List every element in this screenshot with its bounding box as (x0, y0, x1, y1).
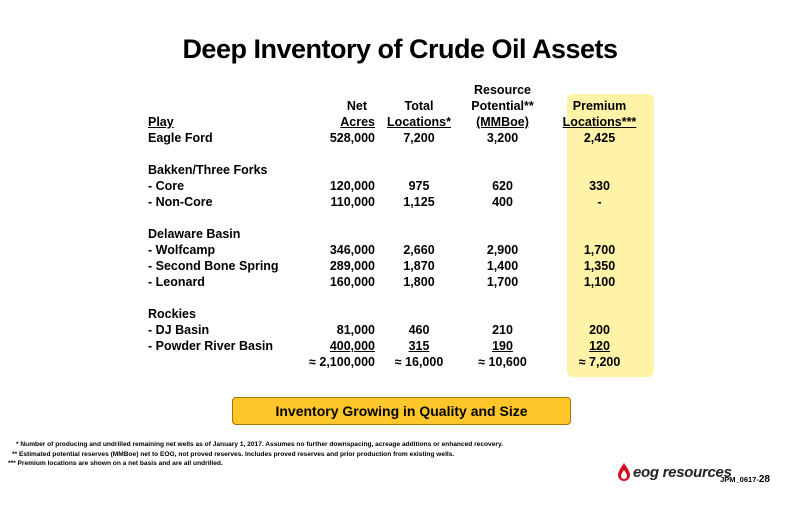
net-acres: 81,000 (336, 323, 375, 337)
page-number: 28 (758, 474, 770, 485)
play-name: Eagle Ford (148, 131, 213, 145)
premium-locations: 120 (589, 339, 610, 353)
logo-text: eog resources (633, 463, 732, 481)
header-resource-l3: (MMBoe) (476, 115, 529, 129)
footnote-2: ** Estimated potential reserves (MMBoe) net to EOG, not proved reserves. Includes proved reserves and prior production from existing wells. (12, 450, 455, 458)
premium-locations: 1,100 (583, 275, 616, 289)
table-row (140, 274, 653, 290)
play-name: - Powder River Basin (148, 339, 274, 353)
section-header: Bakken/Three Forks (148, 163, 268, 177)
section-header: Rockies (148, 307, 196, 321)
footnotes (8, 440, 503, 469)
resource-potential: 190 (492, 339, 513, 353)
header-net-l2: Acres (340, 115, 375, 129)
resource-potential: 2,900 (486, 243, 519, 257)
flame-icon (617, 462, 631, 482)
eog-logo (617, 462, 732, 482)
header-resource-l1: Resource (474, 83, 531, 97)
table-row (140, 338, 653, 354)
premium-locations: 330 (589, 179, 610, 193)
net-acres: 346,000 (329, 243, 375, 257)
section-header-row (140, 226, 653, 242)
premium-locations: 1,700 (583, 243, 616, 257)
totals-row (140, 354, 653, 370)
premium-locations: 200 (589, 323, 610, 337)
table-row (140, 258, 653, 274)
total-locations: 1,125 (403, 195, 435, 209)
total-resource-potential: ≈ 10,600 (478, 355, 527, 369)
resource-potential: 1,400 (486, 259, 519, 273)
total-locations: 7,200 (403, 131, 435, 145)
header-premium-l1: Premium (572, 99, 627, 113)
header-row-2 (140, 98, 653, 114)
slide-code (720, 474, 770, 485)
header-premium-l2: Locations*** (562, 115, 637, 129)
resource-potential: 620 (492, 179, 513, 193)
play-name: - Wolfcamp (148, 243, 216, 257)
total-locations: 460 (408, 323, 430, 337)
table-row (140, 194, 653, 210)
net-acres: 120,000 (329, 179, 375, 193)
play-name: - Non-Core (148, 195, 213, 209)
play-name: - Core (148, 179, 185, 193)
total-premium-locations: ≈ 7,200 (578, 355, 621, 369)
play-name: - DJ Basin (148, 323, 210, 337)
play-name: - Leonard (148, 275, 205, 289)
header-row-3 (140, 114, 653, 130)
premium-locations: 1,350 (583, 259, 616, 273)
net-acres: 110,000 (330, 195, 375, 209)
resource-potential: 3,200 (486, 131, 519, 145)
total-locations: 1,800 (403, 275, 435, 289)
resource-potential: 210 (492, 323, 513, 337)
table-row (140, 242, 653, 258)
premium-locations: - (597, 195, 602, 209)
net-acres: 400,000 (329, 339, 375, 353)
header-row-1 (140, 82, 653, 98)
header-resource-l2: Potential** (471, 99, 534, 113)
header-total-l2: Locations* (387, 115, 451, 129)
resource-potential: 400 (492, 195, 513, 209)
resource-potential: 1,700 (486, 275, 519, 289)
footer-code: JPM_0617- (720, 475, 759, 484)
summary-banner: Inventory Growing in Quality and Size (232, 397, 571, 425)
footnote-3: *** Premium locations are shown on a net basis and are all undrilled. (8, 460, 223, 467)
section-header-row (140, 306, 653, 322)
net-acres: 289,000 (329, 259, 375, 273)
table-row (140, 178, 653, 194)
net-acres: 528,000 (329, 131, 375, 145)
total-locations: 315 (408, 339, 430, 353)
total-locations: 975 (408, 179, 430, 193)
header-net-l1: Net (346, 99, 367, 113)
total-net-acres: ≈ 2,100,000 (309, 355, 375, 369)
total-locations: 2,660 (403, 243, 435, 257)
header-play: Play (148, 115, 174, 129)
total-locations: 1,870 (403, 259, 435, 273)
net-acres: 160,000 (329, 275, 375, 289)
footnote-1: * Number of producing and undrilled remaining net wells as of January 1, 2017. Assumes no further downspacing, acreage additions or enhanced recovery. (16, 441, 503, 448)
total-total-locations: ≈ 16,000 (394, 355, 444, 369)
play-name: - Second Bone Spring (148, 259, 279, 273)
header-total-l1: Total (404, 99, 434, 113)
section-header: Delaware Basin (148, 227, 241, 241)
table-row (140, 322, 653, 338)
table-row (140, 130, 653, 146)
inventory-table (140, 82, 653, 370)
premium-locations: 2,425 (583, 131, 616, 145)
slide-title: Deep Inventory of Crude Oil Assets (182, 34, 618, 64)
section-header-row (140, 162, 653, 178)
